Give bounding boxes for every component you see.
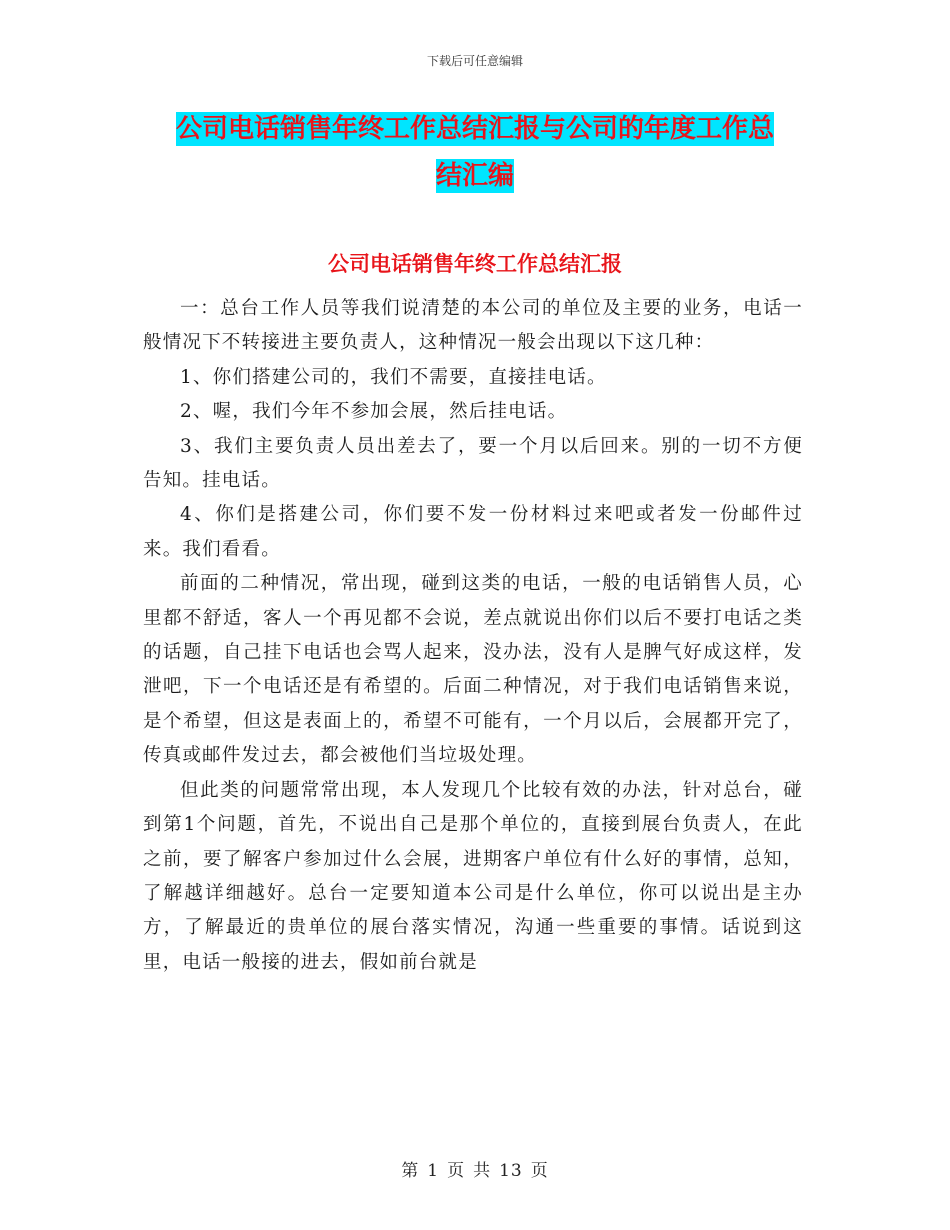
page-number: 1 xyxy=(427,1161,440,1181)
footer-prefix: 第 xyxy=(401,1161,420,1181)
footer-total-unit: 页 xyxy=(530,1161,549,1181)
paragraph: 一：总台工作人员等我们说清楚的本公司的单位及主要的业务，电话一般情况下不转接进主要负责人，这种情况一般会出现以下这几种： xyxy=(143,298,803,354)
header-note: 下载后可任意编辑 xyxy=(426,54,523,68)
footer-page-unit: 页 xyxy=(447,1161,466,1181)
document-title xyxy=(140,106,810,200)
document-body xyxy=(143,292,803,980)
footer-total-prefix: 共 xyxy=(473,1161,492,1181)
document-title-line-1: 公司电话销售年终工作总结汇报与公司的年度工作总 xyxy=(175,114,774,144)
paragraph: 2、喔，我们今年不参加会展，然后挂电话。 xyxy=(180,401,568,423)
paragraph: 前面的二种情况，常出现，碰到这类的电话，一般的电话销售人员，心里都不舒适，客人一个再见都不会说，差点就说出你们以后不要打电话之类的话题，自己挂下电话也会骂人起来，没办法，没有人是脾气好成这样，发泄吧，下一个电话还是有希望的。后面二种情况，对于我们电话销售来说，是个希望，但这是表面上的，希望不可能有，一个月以后，会展都开完了，传真或邮件发过去，都会被他们当垃圾处理。 xyxy=(143,573,803,767)
section-title: 公司电话销售年终工作总结汇报 xyxy=(328,251,622,276)
paragraph: 1、你们搭建公司的，我们不需要，直接挂电话。 xyxy=(180,366,607,388)
document-title-line-2: 结汇编 xyxy=(435,161,514,191)
total-pages: 13 xyxy=(499,1161,523,1181)
paragraph: 但此类的问题常常出现，本人发现几个比较有效的办法，针对总台，碰到第1个问题，首先，不说出自己是那个单位的，直接到展台负责人，在此之前，要了解客户参加过什么会展，进期客户单位有什么好的事情，总知，了解越详细越好。总台一定要知道本公司是什么单位，你可以说出是主办方，了解最近的贵单位的展台落实情况，沟通一些重要的事情。话说到这里，电话一般接的进去，假如前台就是 xyxy=(143,779,803,973)
paragraph: 4、你们是搭建公司，你们要不发一份材料过来吧或者发一份邮件过来。我们看看。 xyxy=(143,504,803,560)
page-footer xyxy=(0,1156,950,1181)
paragraph: 3、我们主要负责人员出差去了，要一个月以后回来。别的一切不方便告知。挂电话。 xyxy=(143,435,803,492)
